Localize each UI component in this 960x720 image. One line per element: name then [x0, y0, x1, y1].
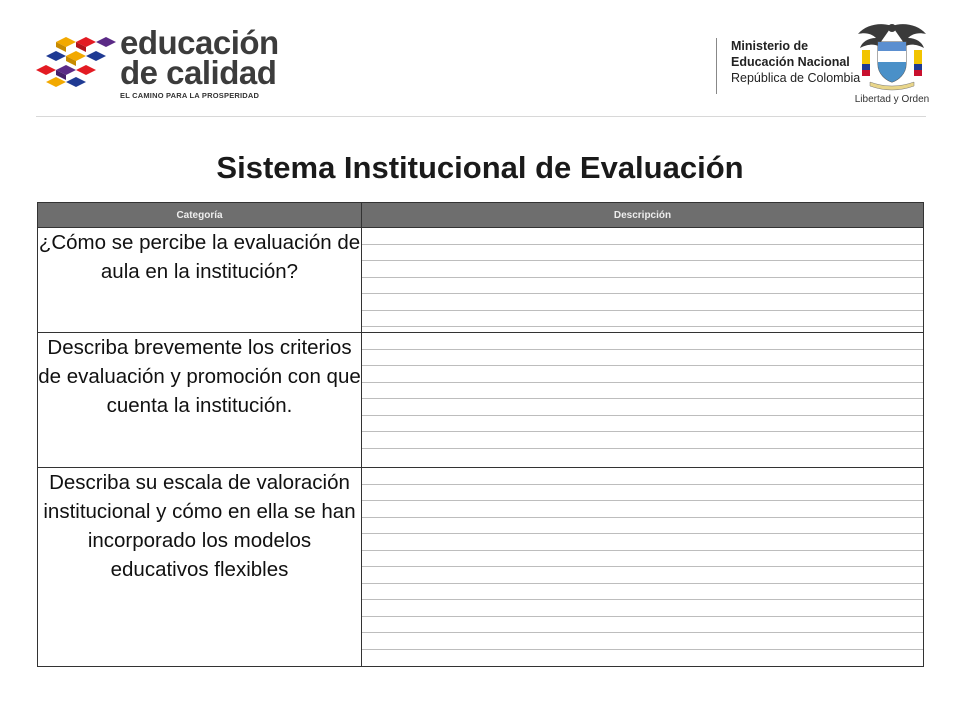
answer-line	[362, 416, 923, 433]
category-cell: Describa brevemente los criterios de evaluación y promoción con que cuenta la institución.	[38, 333, 362, 468]
category-cell: Describa su escala de valoración institucional y cómo en ella se han incorporado los modelos educativos flexibles	[38, 468, 362, 667]
answer-line	[362, 383, 923, 400]
table-row	[38, 333, 924, 468]
answer-line	[362, 245, 923, 262]
answer-line	[362, 600, 923, 617]
answer-line	[362, 567, 923, 584]
answer-line	[362, 228, 923, 245]
answer-line	[362, 350, 923, 367]
answer-line	[362, 366, 923, 383]
brand-tagline: EL CAMINO PARA LA PROSPERIDAD	[120, 91, 260, 100]
cubes-logo-icon	[36, 36, 116, 92]
answer-line	[362, 485, 923, 502]
ministry-line-3: República de Colombia	[731, 71, 861, 85]
brand-line-2: de calidad	[120, 54, 277, 91]
column-header-description: Descripción	[362, 203, 924, 228]
header-divider	[36, 116, 926, 117]
answer-line	[362, 399, 923, 416]
answer-line	[362, 432, 923, 449]
ministry-line-1: Ministerio de	[731, 39, 809, 53]
answer-area[interactable]	[362, 333, 924, 468]
answer-line	[362, 501, 923, 518]
coat-of-arms	[852, 20, 932, 110]
ministry-line-2: Educación Nacional	[731, 55, 850, 69]
category-cell: ¿Cómo se percibe la evaluación de aula en la institución?	[38, 228, 362, 333]
brand-text	[120, 24, 279, 100]
page-header	[0, 0, 960, 118]
answer-line	[362, 584, 923, 601]
table-row	[38, 228, 924, 333]
answer-line	[362, 633, 923, 650]
page-title: Sistema Institucional de Evaluación	[216, 150, 744, 185]
answer-line	[362, 294, 923, 311]
answer-line	[362, 261, 923, 278]
answer-line	[362, 617, 923, 634]
brand-line-1: educación	[120, 24, 279, 61]
answer-area[interactable]	[362, 228, 924, 333]
answer-line	[362, 278, 923, 295]
answer-line	[362, 518, 923, 535]
table-row	[38, 468, 924, 667]
colombia-coat-of-arms-icon	[852, 20, 932, 92]
answer-area[interactable]	[362, 468, 924, 667]
answer-line	[362, 311, 923, 328]
table-header-row	[38, 203, 924, 228]
column-header-category: Categoría	[38, 203, 362, 228]
crest-caption: Libertad y Orden	[854, 94, 930, 105]
answer-line	[362, 551, 923, 568]
evaluation-table	[37, 202, 924, 667]
answer-line	[362, 534, 923, 551]
educacion-de-calidad-logo	[36, 24, 279, 100]
answer-line	[362, 468, 923, 485]
ministry-name	[716, 38, 860, 94]
answer-line	[362, 333, 923, 350]
